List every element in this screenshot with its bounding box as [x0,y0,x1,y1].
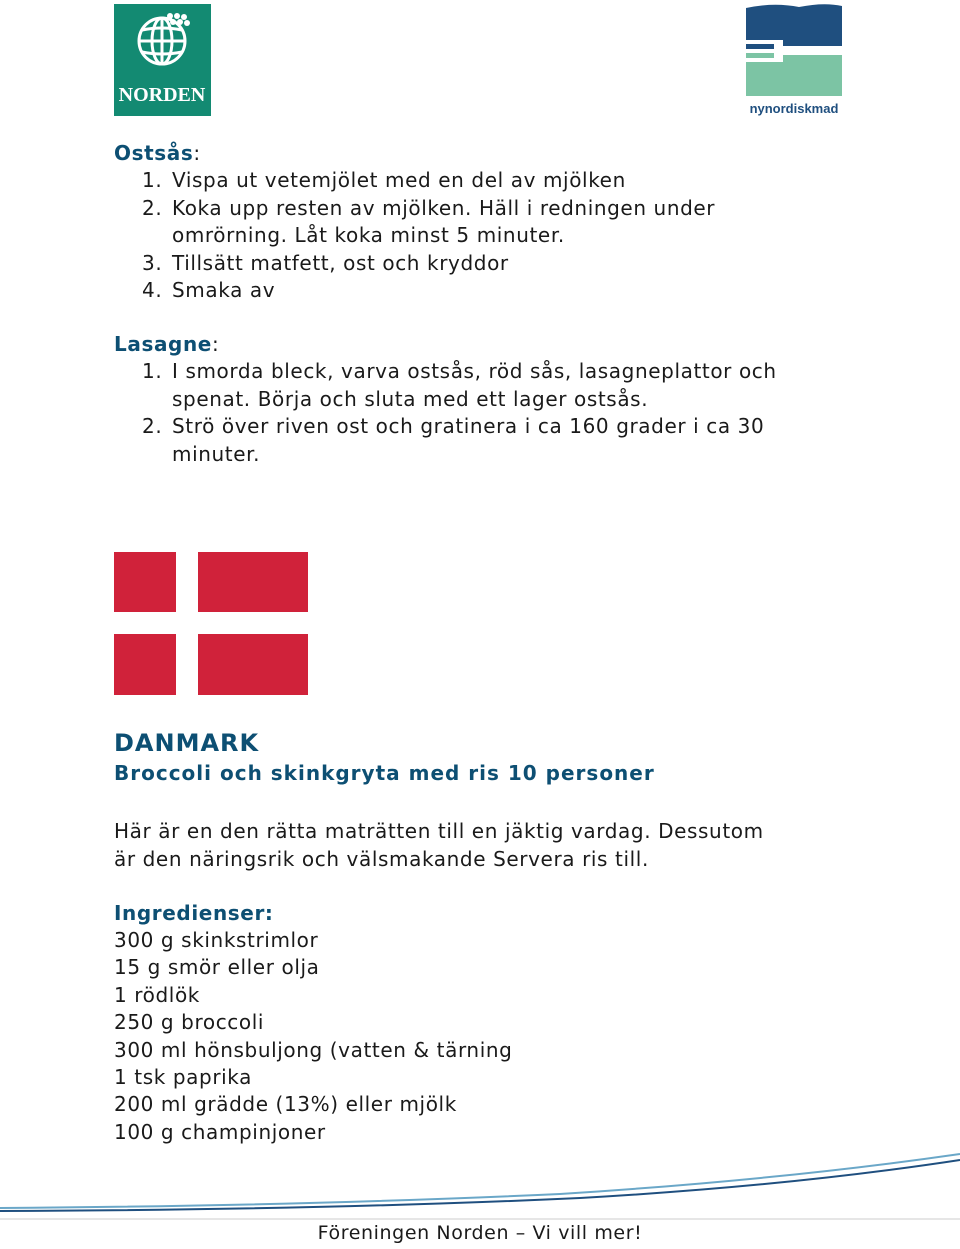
ingredient-item: 300 g skinkstrimlor [114,928,319,952]
step-text-line: minuter. [172,441,261,466]
step-number: 3. [142,250,163,275]
step-item [114,195,715,250]
danmark-title: DANMARK [114,729,260,757]
ingredients-heading: Ingredienser: [114,901,274,925]
step-number: 1. [142,359,163,383]
lasagne-steps [114,358,777,468]
nynordiskmad-logo [744,2,844,118]
step-number: 2. [142,414,163,438]
danish-flag [114,552,308,695]
lasagne-heading [114,331,219,358]
step-item [114,358,777,413]
ingredient-item: 100 g champinjoner [114,1119,326,1144]
step-number: 4. [142,278,163,302]
step-number: 2. [142,195,163,220]
ostsas-heading [114,140,201,167]
norden-logo-text: NORDEN [118,84,206,106]
step-item [114,250,715,278]
ingredient-item: 300 ml hönsbuljong (vatten & tärning [114,1037,513,1062]
ingredient-item: 250 g broccoli [114,1010,265,1035]
step-text-line: spenat. Börja och sluta med ett lager ostsås. [172,386,649,411]
step-item [114,413,777,468]
lasagne-heading-colon: : [211,332,220,356]
globe-icon [139,18,185,64]
step-item [114,277,715,305]
ostsas-heading-label: Ostsås [114,141,194,165]
step-text-line: Strö över riven ost och gratinera i ca 160 grader i ca 30 [172,414,765,438]
ingredient-item: 200 ml grädde (13%) eller mjölk [114,1092,457,1117]
nynordiskmad-text: nynordiskmad [749,101,839,116]
ingredient-item: 1 rödlök [114,982,200,1007]
footer-text: Föreningen Norden – Vi vill mer! [317,1222,643,1244]
ostsas-steps [114,167,715,305]
lasagne-heading-label: Lasagne [114,332,212,356]
step-text-line: Smaka av [172,278,276,302]
norden-logo [114,4,211,116]
step-item [114,167,715,195]
step-number: 1. [142,168,163,192]
ostsas-heading-colon: : [193,141,201,165]
ingredient-item: 1 tsk paprika [114,1065,252,1089]
step-text-line: Koka upp resten av mjölken. Häll i redningen under [172,195,716,220]
step-text-line: omrörning. Låt koka minst 5 minuter. [172,223,565,247]
step-text-line: I smorda bleck, varva ostsås, röd sås, lasagneplattor och [172,359,777,383]
recipe-title: Broccoli och skinkgryta med ris 10 personer [114,761,655,785]
step-text-line: Vispa ut vetemjölet med en del av mjölken [172,168,626,192]
intro-line: är den näringsrik och välsmakande Servera ris till. [114,847,649,871]
ingredient-item: 15 g smör eller olja [114,955,320,980]
intro-line: Här är en den rätta maträtten till en jäktig vardag. Dessutom [114,819,764,843]
step-text-line: Tillsätt matfett, ost och kryddor [172,250,509,275]
footer-swoosh [0,1150,960,1220]
